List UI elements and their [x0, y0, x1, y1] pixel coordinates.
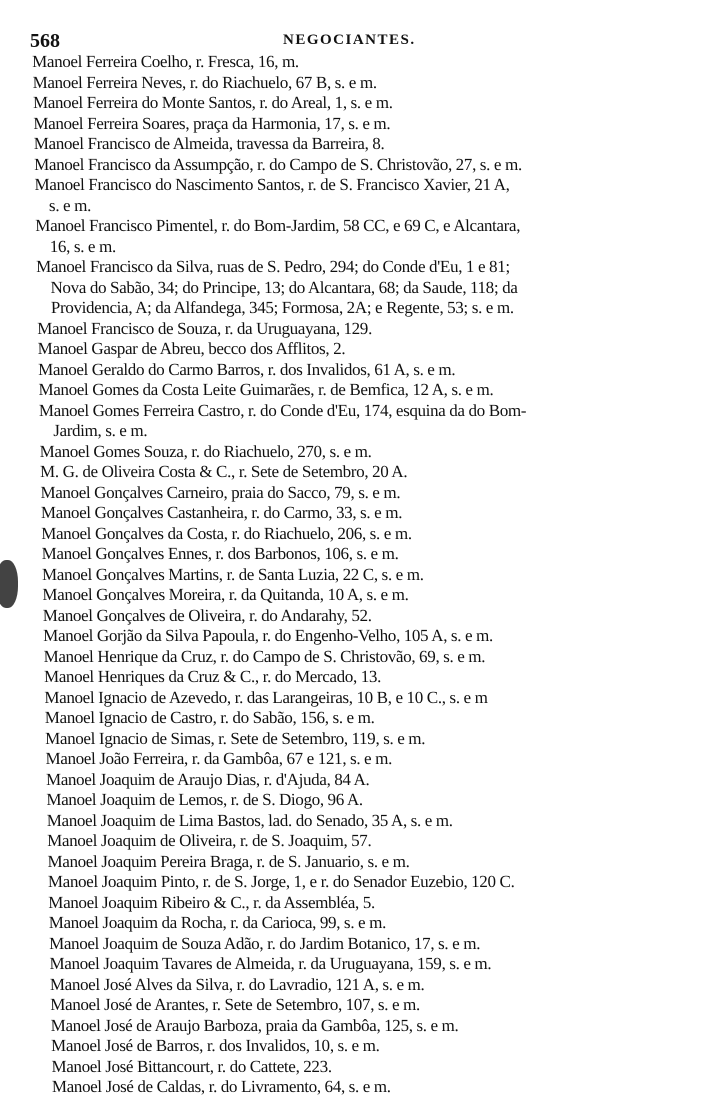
directory-entry	[44, 667, 694, 688]
directory-entry	[39, 401, 690, 442]
directory-entry	[47, 852, 697, 873]
directory-entry	[51, 1016, 701, 1037]
directory-entry	[41, 544, 691, 565]
directory-entry	[41, 524, 691, 545]
directory-entry	[35, 216, 686, 257]
entry-line: Manoel Gorjão da Silva Papoula, r. do Engenho-Velho, 105 A, s. e m.	[43, 626, 494, 645]
directory-entry	[40, 462, 690, 483]
entry-line: Manoel Joaquim Tavares de Almeida, r. da Uruguayana, 159, s. e m.	[49, 954, 492, 973]
entry-line: M. G. de Oliveira Costa & C., r. Sete de Setembro, 20 A.	[39, 462, 408, 481]
entry-line: Manoel Joaquim Ribeiro & C., r. da Assembléa, 5.	[48, 892, 375, 912]
directory-entry	[49, 913, 699, 934]
entry-line: Manoel Henrique da Cruz, r. do Campo de S. Christovão, 69, s. e m.	[43, 646, 486, 666]
directory-entry	[48, 893, 698, 914]
directory-entry	[46, 790, 696, 811]
entry-line: Manoel Joaquim de Lemos, r. de S. Diogo, 96 A.	[46, 790, 363, 809]
entry-line: Manoel Geraldo do Carmo Barros, r. dos Invalidos, 61 A, s. e m.	[37, 359, 456, 379]
entry-line: Manoel Gonçalves da Costa, r. do Riachuelo, 206, s. e m.	[41, 523, 412, 543]
directory-entry	[33, 93, 683, 114]
entry-line: Manoel Francisco da Assumpção, r. do Campo de S. Christovão, 27, s. e m.	[33, 154, 522, 174]
entry-line: Manoel José Alves da Silva, r. do Lavradio, 121 A, s. e m.	[49, 974, 425, 994]
entry-line: Manoel Ferreira Soares, praça da Harmonia, 17, s. e m.	[33, 113, 391, 133]
directory-entry	[50, 995, 700, 1016]
entry-continuation-line: Jardim, s. e m.	[53, 421, 148, 440]
entry-line: Manoel Joaquim Pereira Braga, r. de S. Januario, s. e m.	[47, 851, 410, 871]
directory-entry	[42, 565, 692, 586]
directory-entry	[34, 134, 684, 155]
directory-entry	[45, 729, 695, 750]
entry-line: Manoel Joaquim de Souza Adão, r. do Jardim Botanico, 17, s. e m.	[48, 933, 481, 953]
entry-line: Manoel Gonçalves Martins, r. de Santa Luzia, 22 C, s. e m.	[41, 564, 424, 584]
entry-line: Manoel Ignacio de Azevedo, r. das Larangeiras, 10 B, e 10 C., s. e m	[44, 687, 488, 707]
page-number: 568	[30, 30, 60, 52]
directory-entry	[40, 483, 690, 504]
entry-continuation-line: 16, s. e m.	[49, 236, 116, 256]
entry-line: Manoel Ignacio de Simas, r. Sete de Setembro, 119, s. e m.	[44, 728, 426, 748]
entry-line: Manoel João Ferreira, r. da Gambôa, 67 e 121, s. e m.	[45, 749, 393, 768]
entry-continuation-line: Providencia, A; da Alfandega, 345; Formosa, 2A; e Regente, 53; s. e m.	[50, 298, 514, 317]
entry-line: Manoel Gomes Souza, r. do Riachuelo, 270, s. e m.	[39, 441, 372, 461]
entry-continuation-line: Nova do Sabão, 34; do Principe, 13; do Alcantara, 68; da Saude, 118; da	[50, 277, 518, 297]
entry-line: Manoel Joaquim de Oliveira, r. de S. Joaquim, 57.	[46, 831, 372, 850]
entry-line: Manoel Gomes Ferreira Castro, r. do Conde d'Eu, 174, esquina da do Bom-	[38, 400, 527, 420]
page-header	[30, 30, 680, 52]
entry-line: Manoel Joaquim de Araujo Dias, r. d'Ajuda, 84 A.	[45, 769, 370, 789]
entry-line: Manoel Francisco de Almeida, travessa da Barreira, 8.	[33, 134, 385, 153]
directory-entry	[43, 647, 693, 668]
directory-entry	[51, 1036, 701, 1057]
directory-entry	[37, 319, 687, 340]
directory-entry	[50, 975, 700, 996]
entry-line: Manoel José de Araujo Barboza, praia da Gambôa, 125, s. e m.	[50, 1015, 459, 1035]
entry-line: Manoel Gonçalves de Oliveira, r. do Andarahy, 52.	[42, 605, 372, 625]
entry-line: Manoel Gomes da Costa Leite Guimarães, r. de Bemfica, 12 A, s. e m.	[38, 380, 494, 399]
entry-line: Manoel Joaquim Pinto, r. de S. Jorge, 1, e r. do Senador Euzebio, 120 C.	[47, 872, 515, 891]
entry-line: Manoel José de Barros, r. dos Invalidos, 10, s. e m.	[50, 1036, 380, 1055]
entry-line: Manoel Francisco do Nascimento Santos, r. de S. Francisco Xavier, 21 A,	[34, 175, 510, 194]
entry-line: Manoel José Bittancourt, r. do Cattete, 223.	[51, 1056, 332, 1076]
directory-entry	[33, 114, 683, 135]
entry-line: Manoel Ferreira Neves, r. do Riachuelo, 67 B, s. e m.	[32, 72, 377, 92]
directory-entry	[45, 749, 695, 770]
entry-line: Manoel Francisco da Silva, ruas de S. Pedro, 294; do Conde d'Eu, 1 e 81;	[35, 257, 510, 276]
directory-entry	[43, 606, 693, 627]
directory-entry	[32, 73, 682, 94]
directory-entry	[45, 708, 695, 729]
binding-blot-mark	[0, 560, 18, 608]
directory-entry	[48, 872, 698, 893]
directory-entry	[38, 380, 688, 401]
entry-line: Manoel Ferreira do Monte Santos, r. do Areal, 1, s. e m.	[32, 93, 393, 112]
entry-line: Manoel Ferreira Coelho, r. Fresca, 16, m.	[32, 52, 299, 71]
directory-entry	[51, 1057, 701, 1078]
entry-line: Manoel Joaquim de Lima Bastos, lad. do Senado, 35 A, s. e m.	[46, 810, 453, 830]
directory-entry	[32, 52, 682, 73]
entry-line: Manoel Gonçalves Carneiro, praia do Sacco, 79, s. e m.	[40, 482, 401, 502]
entry-line: Manoel Gonçalves Castanheira, r. do Carmo, 33, s. e m.	[40, 503, 403, 522]
entry-line: Manoel Gaspar de Abreu, becco dos Afflitos, 2.	[37, 339, 346, 358]
directory-entry	[43, 626, 693, 647]
directory-entry	[38, 339, 688, 360]
entry-line: Manoel Francisco de Souza, r. da Uruguayana, 129.	[37, 318, 373, 338]
directory-entry	[46, 770, 696, 791]
entry-line: Manoel Gonçalves Moreira, r. da Quitanda, 10 A, s. e m.	[42, 585, 409, 604]
running-title: NEGOCIANTES.	[283, 32, 416, 48]
directory-entry	[47, 811, 697, 832]
directory-entries	[32, 52, 702, 1098]
directory-entry	[34, 155, 684, 176]
directory-entry	[42, 585, 692, 606]
directory-entry	[34, 175, 685, 216]
entry-continuation-line: s. e m.	[48, 195, 92, 215]
entry-line: Manoel José de Arantes, r. Sete de Setembro, 107, s. e m.	[50, 995, 421, 1014]
directory-entry	[49, 954, 699, 975]
entry-line: Manoel Ignacio de Castro, r. do Sabão, 156, s. e m.	[44, 708, 375, 727]
directory-entry	[36, 257, 687, 319]
entry-line: Manoel José de Caldas, r. do Livramento, 64, s. e m.	[51, 1077, 391, 1096]
entry-line: Manoel Henriques da Cruz & C., r. do Mercado, 13.	[43, 667, 382, 686]
directory-entry	[38, 360, 688, 381]
directory-entry	[39, 442, 689, 463]
directory-entry	[44, 688, 694, 709]
directory-entry	[52, 1077, 702, 1098]
directory-entry	[49, 934, 699, 955]
entry-line: Manoel Gonçalves Ennes, r. dos Barbonos, 106, s. e m.	[41, 544, 399, 563]
directory-entry	[41, 503, 691, 524]
entry-line: Manoel Francisco Pimentel, r. do Bom-Jardim, 58 CC, e 69 C, e Alcantara,	[35, 216, 521, 235]
directory-entry	[47, 831, 697, 852]
entry-line: Manoel Joaquim da Rocha, r. da Carioca, 99, s. e m.	[48, 913, 387, 932]
